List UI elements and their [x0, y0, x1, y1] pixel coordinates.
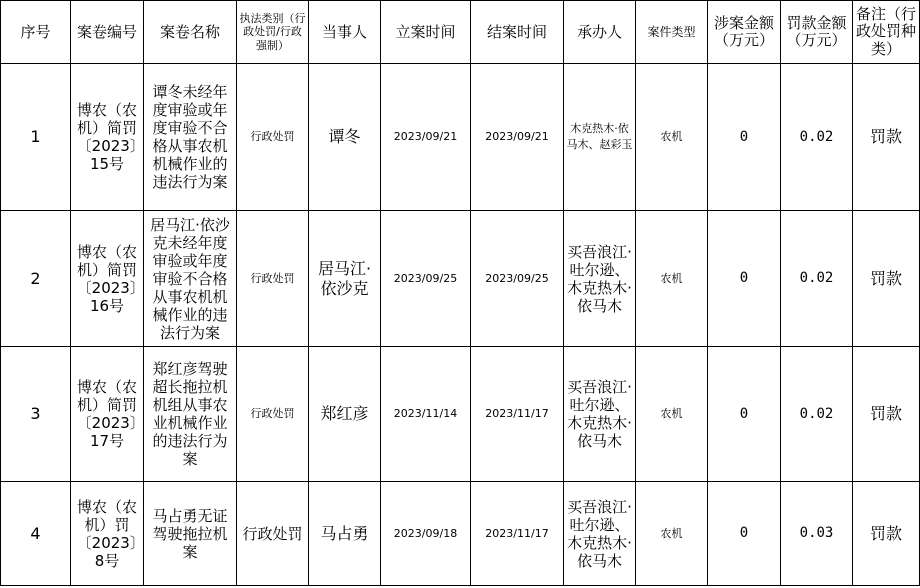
cell-handler: 木克热木·依马木、赵彩玉	[564, 64, 636, 211]
cell-amount-involved: 0	[708, 211, 781, 347]
cell-case-type: 农机	[636, 347, 708, 482]
cell-party: 郑红彦	[309, 347, 381, 482]
cell-party: 马占勇	[309, 482, 381, 586]
cell-closed-date: 2023/09/25	[471, 211, 564, 347]
cell-handler: 买吾浪江·吐尔逊、木克热木·依马木	[564, 482, 636, 586]
cell-enforcement-type: 行政处罚	[237, 347, 309, 482]
header-amount-involved: 涉案金额（万元）	[708, 1, 781, 64]
cell-enforcement-type: 行政处罚	[237, 211, 309, 347]
cell-remark: 罚款	[853, 64, 920, 211]
cell-case-type: 农机	[636, 482, 708, 586]
cell-enforcement-type: 行政处罚	[237, 482, 309, 586]
cell-fine-amount: 0.02	[781, 347, 853, 482]
cell-index: 2	[1, 211, 71, 347]
cell-filed-date: 2023/09/21	[381, 64, 471, 211]
header-file-no: 案卷编号	[71, 1, 144, 64]
cell-fine-amount: 0.03	[781, 482, 853, 586]
cell-file-no: 博农（农机）罚〔2023〕8号	[71, 482, 144, 586]
cell-file-name: 居马江·依沙克未经年度审验或年度审验不合格从事农机机械作业的违法行为案	[144, 211, 237, 347]
cell-party: 居马江·依沙克	[309, 211, 381, 347]
cell-remark: 罚款	[853, 347, 920, 482]
cell-handler: 买吾浪江·吐尔逊、木克热木·依马木	[564, 211, 636, 347]
cell-index: 3	[1, 347, 71, 482]
cell-filed-date: 2023/09/25	[381, 211, 471, 347]
cell-amount-involved: 0	[708, 347, 781, 482]
cell-handler: 买吾浪江·吐尔逊、木克热木·依马木	[564, 347, 636, 482]
cell-filed-date: 2023/09/18	[381, 482, 471, 586]
cell-amount-involved: 0	[708, 64, 781, 211]
header-closed-date: 结案时间	[471, 1, 564, 64]
cell-case-type: 农机	[636, 211, 708, 347]
cell-fine-amount: 0.02	[781, 64, 853, 211]
cell-enforcement-type: 行政处罚	[237, 64, 309, 211]
table-row	[1, 482, 920, 586]
cell-amount-involved: 0	[708, 482, 781, 586]
table-row	[1, 64, 920, 211]
cell-party: 谭冬	[309, 64, 381, 211]
header-handler: 承办人	[564, 1, 636, 64]
table-header-row	[1, 1, 920, 64]
cell-closed-date: 2023/11/17	[471, 482, 564, 586]
cell-file-name: 郑红彦驾驶超长拖拉机机组从事农业机械作业的违法行为案	[144, 347, 237, 482]
table-row	[1, 347, 920, 482]
cell-remark: 罚款	[853, 211, 920, 347]
header-file-name: 案卷名称	[144, 1, 237, 64]
cell-file-name: 谭冬未经年度审验或年度审验不合格从事农机机械作业的违法行为案	[144, 64, 237, 211]
header-enforcement-type: 执法类别（行政处罚/行政强制）	[237, 1, 309, 64]
cell-file-no: 博农（农机）简罚〔2023〕15号	[71, 64, 144, 211]
header-fine-amount: 罚款金额（万元）	[781, 1, 853, 64]
cell-fine-amount: 0.02	[781, 211, 853, 347]
cell-filed-date: 2023/11/14	[381, 347, 471, 482]
cell-file-name: 马占勇无证驾驶拖拉机案	[144, 482, 237, 586]
header-filed-date: 立案时间	[381, 1, 471, 64]
table-row	[1, 211, 920, 347]
header-party: 当事人	[309, 1, 381, 64]
cell-index: 4	[1, 482, 71, 586]
cell-closed-date: 2023/11/17	[471, 347, 564, 482]
header-index: 序号	[1, 1, 71, 64]
cell-case-type: 农机	[636, 64, 708, 211]
cell-remark: 罚款	[853, 482, 920, 586]
cell-file-no: 博农（农机）简罚〔2023〕16号	[71, 211, 144, 347]
header-remark: 备注（行政处罚种类）	[853, 1, 920, 64]
cell-file-no: 博农（农机）简罚〔2023〕17号	[71, 347, 144, 482]
cell-closed-date: 2023/09/21	[471, 64, 564, 211]
cell-index: 1	[1, 64, 71, 211]
header-case-type: 案件类型	[636, 1, 708, 64]
